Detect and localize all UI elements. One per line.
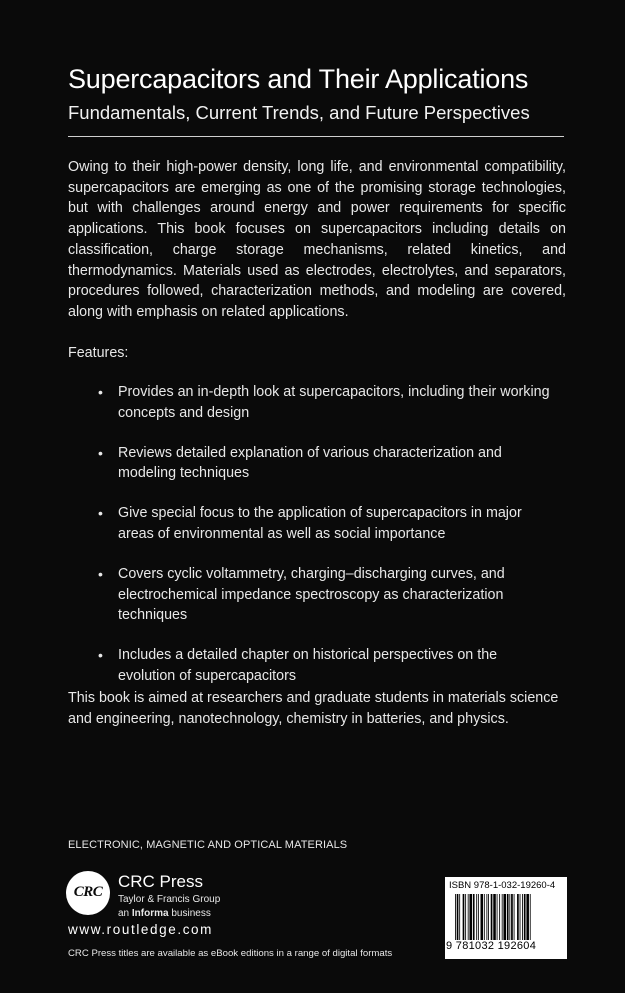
- publisher-name: CRC Press: [118, 872, 204, 891]
- publisher-group: Taylor & Francis Group: [118, 894, 221, 905]
- book-title: Supercapacitors and Their Applications: [68, 64, 529, 94]
- isbn-label: ISBN 978-1-032-19260-4: [449, 880, 556, 891]
- business-suffix: business: [168, 908, 211, 919]
- bullet-icon: •: [98, 444, 103, 461]
- book-description: Owing to their high-power density, long life, and environmental compatibility, supercapacitors are emerging as one of the promising storage technologies, but with challenges around energy and power requirements for specific applications. This book focuses on supercapacitors including details on classification, charge storage mechanisms, related kinetics, and thermodynamics. Materials used as electrodes, electrolytes, and separators, procedures followed, characterization methods, and modeling are covered, along with emphasis on related applications.: [68, 159, 566, 320]
- bullet-icon: •: [98, 565, 103, 582]
- ebook-note: [68, 948, 392, 959]
- feature-text: Give special focus to the application of supercapacitors in major areas of environmental as well as social importance: [118, 505, 522, 542]
- feature-item: [98, 443, 558, 485]
- barcode-icon: [455, 894, 559, 940]
- ebook-note-main: CRC Press titles are available as eBook editions in a range of digital formats: [68, 948, 393, 959]
- feature-text: Provides an in-depth look at supercapacitors, including their working concepts and design: [118, 384, 550, 421]
- barcode-digits: 9 781032 192604: [446, 940, 537, 952]
- feature-item: [98, 564, 558, 626]
- audience-statement: This book is aimed at researchers and graduate students in materials science and engineering, nanotechnology, chemistry in batteries, and physics.: [68, 690, 559, 727]
- feature-item: [98, 645, 558, 687]
- feature-text: Includes a detailed chapter on historical perspectives on the evolution of supercapacitors: [118, 647, 498, 684]
- bullet-icon: •: [98, 647, 103, 664]
- features-heading: Features:: [68, 345, 129, 361]
- feature-text: Reviews detailed explanation of various characterization and modeling techniques: [118, 444, 502, 482]
- title-divider: [68, 136, 564, 137]
- bullet-icon: •: [98, 505, 103, 522]
- business-bold: Informa: [131, 908, 169, 919]
- isbn-box: [445, 877, 567, 959]
- business-prefix: an: [118, 908, 132, 919]
- publisher-business: [118, 908, 211, 919]
- publisher-url[interactable]: www.routledge.com: [68, 922, 214, 937]
- feature-item: [98, 382, 558, 424]
- series-name: ELECTRONIC, MAGNETIC AND OPTICAL MATERIALS: [68, 839, 348, 851]
- features-list: [98, 382, 558, 706]
- book-subtitle: Fundamentals, Current Trends, and Future Perspectives: [68, 102, 530, 123]
- feature-item: [98, 503, 558, 545]
- bullet-icon: •: [98, 384, 103, 400]
- feature-text: Covers cyclic voltammetry, charging–discharging curves, and electrochemical impedance spectroscopy as characterization techniques: [118, 565, 505, 624]
- crc-logo-text: CRC: [73, 884, 103, 900]
